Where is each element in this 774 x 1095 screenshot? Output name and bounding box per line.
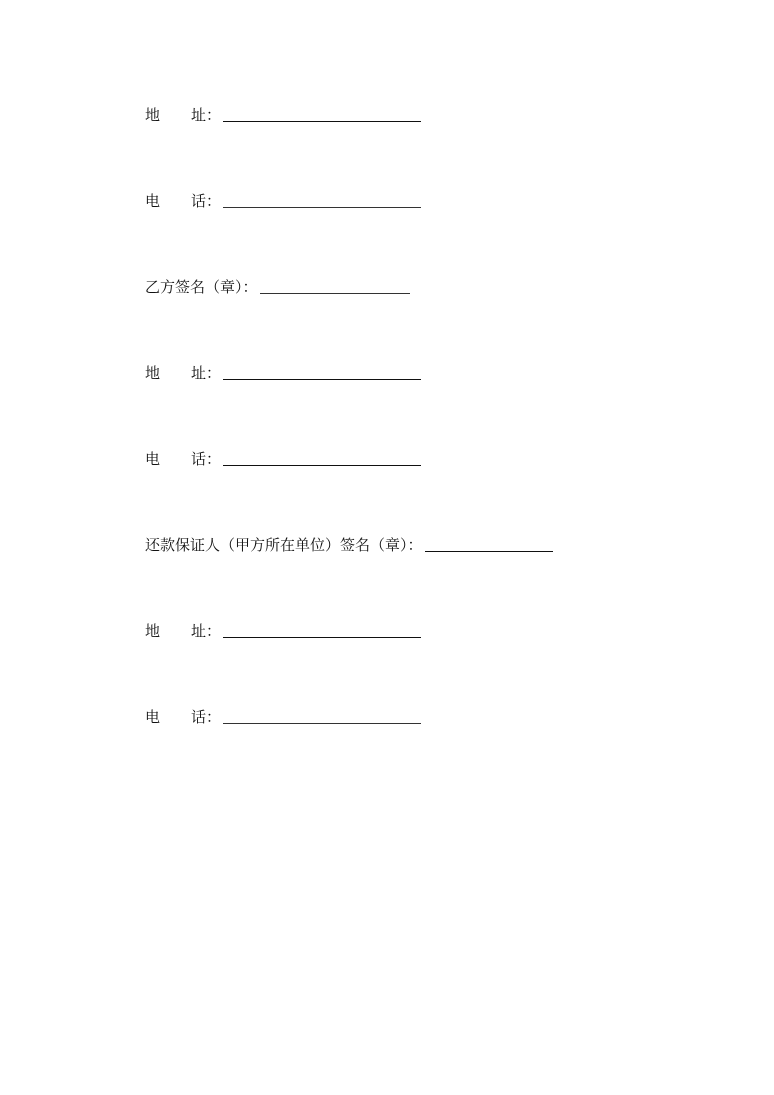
label-char: 电 [145, 192, 161, 210]
label-char: 话 [191, 708, 207, 726]
label-char: 电 [145, 450, 161, 468]
phone-fill-line[interactable] [223, 465, 421, 466]
address-fill-line[interactable] [223, 379, 421, 380]
form-row-phone-2 [145, 444, 421, 468]
label-char: 话 [191, 450, 207, 468]
field-label: 还款保证人（甲方所在单位）签名（章）： [145, 536, 423, 554]
signature-fill-line[interactable] [425, 551, 553, 552]
label-colon: ： [206, 106, 222, 124]
label-colon: ： [206, 192, 222, 210]
form-row-guarantor-signature [145, 530, 553, 554]
label-colon: ： [206, 708, 222, 726]
field-label [145, 622, 221, 640]
field-label [145, 106, 221, 124]
address-fill-line[interactable] [223, 637, 421, 638]
label-char: 话 [191, 192, 207, 210]
form-row-address-2 [145, 358, 421, 382]
form-row-phone-1 [145, 186, 421, 210]
label-char: 地 [145, 622, 161, 640]
field-label [145, 364, 221, 382]
label-char: 址 [191, 622, 207, 640]
field-label [145, 192, 221, 210]
address-fill-line[interactable] [223, 121, 421, 122]
field-label [145, 450, 221, 468]
signature-fill-line[interactable] [260, 293, 410, 294]
label-char: 址 [191, 106, 207, 124]
label-colon: ： [206, 364, 222, 382]
label-char: 址 [191, 364, 207, 382]
label-char: 地 [145, 106, 161, 124]
label-char: 电 [145, 708, 161, 726]
form-row-address-1 [145, 100, 421, 124]
label-colon: ： [206, 622, 222, 640]
label-char: 地 [145, 364, 161, 382]
label-colon: ： [206, 450, 222, 468]
phone-fill-line[interactable] [223, 723, 421, 724]
form-row-phone-3 [145, 702, 421, 726]
form-row-address-3 [145, 616, 421, 640]
phone-fill-line[interactable] [223, 207, 421, 208]
field-label [145, 708, 221, 726]
form-row-party-b-signature [145, 272, 410, 296]
field-label: 乙方签名（章）： [145, 278, 258, 296]
